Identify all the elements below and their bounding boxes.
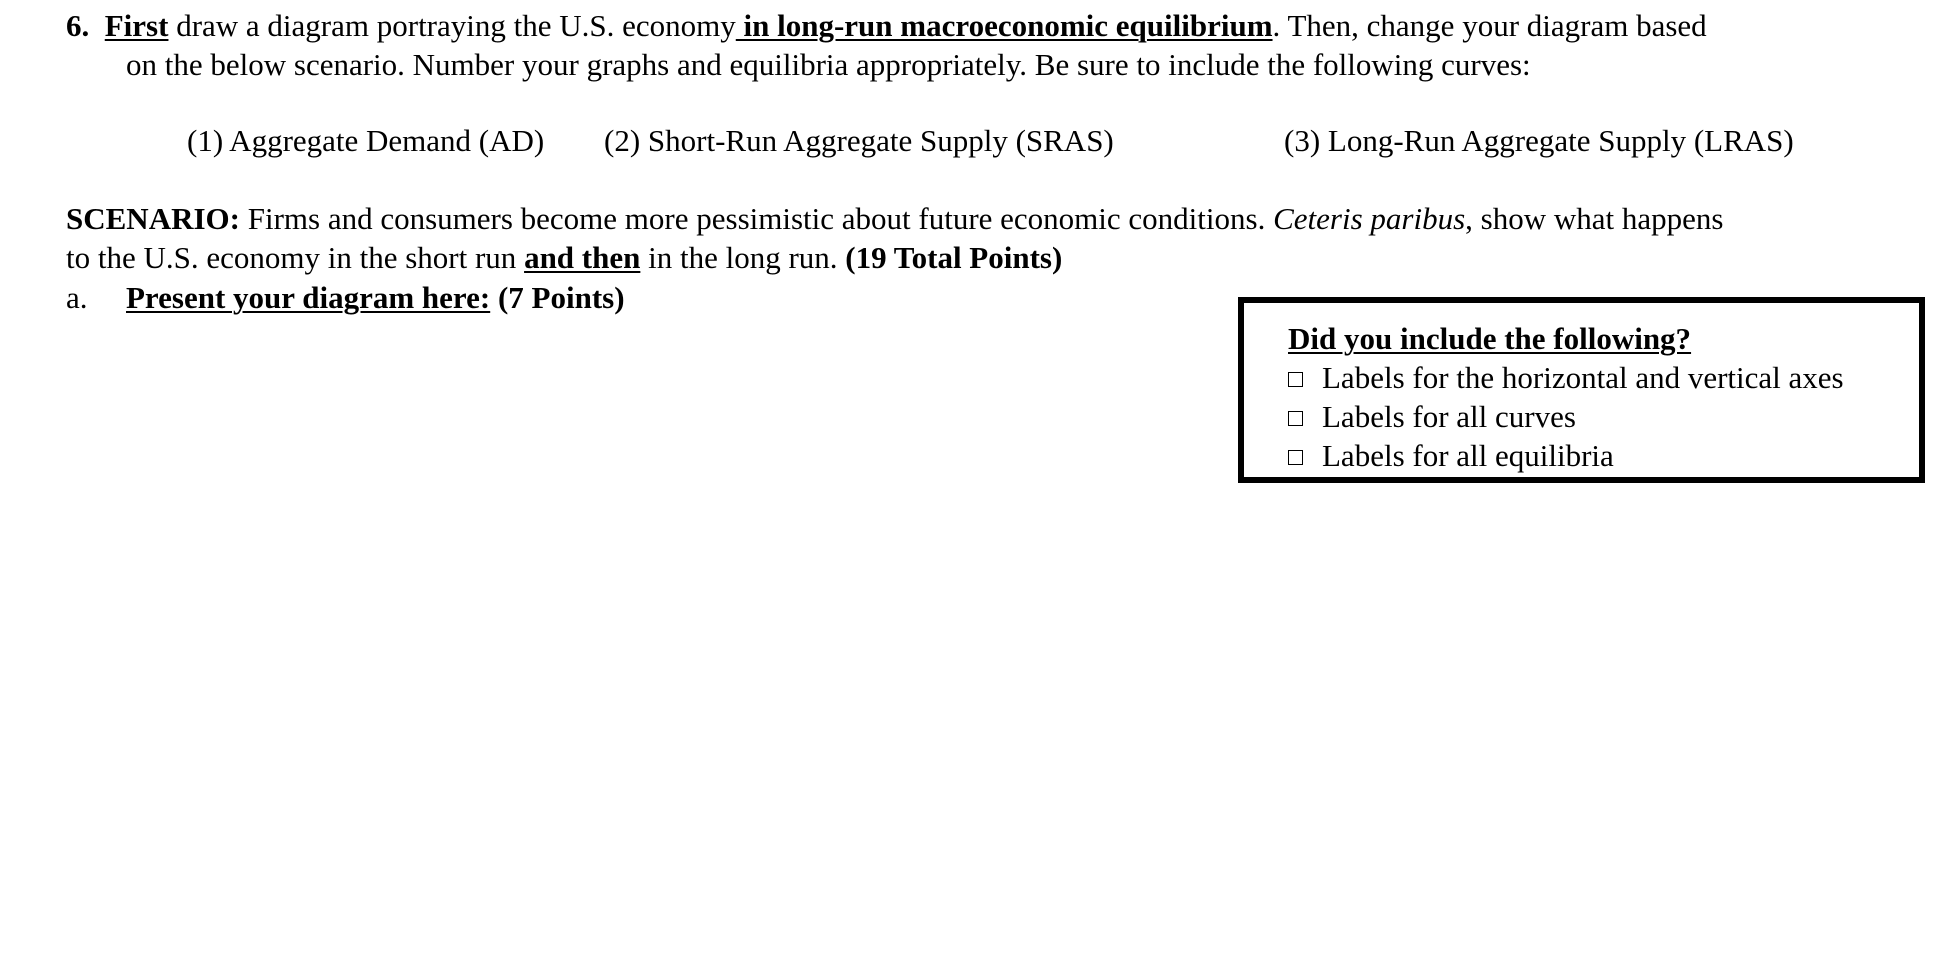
curve-long-run-aggregate-supply: (3) Long-Run Aggregate Supply (LRAS) (1284, 123, 1794, 158)
curve-short-run-aggregate-supply: (2) Short-Run Aggregate Supply (SRAS) (604, 123, 1114, 158)
question-line-2: on the below scenario. Number your graphs and equilibria appropriately. Be sure to include the following curves: (126, 47, 1531, 82)
checklist-item-curves (1288, 397, 1576, 436)
question-text-a: draw a diagram portraying the U.S. economy (168, 8, 736, 43)
ceteris-paribus: Ceteris paribus (1273, 201, 1466, 236)
checklist-item-label: Labels for the horizontal and vertical axes (1322, 360, 1844, 395)
checklist-box (1238, 297, 1925, 483)
first-word: First (104, 8, 169, 43)
curves-list (0, 121, 1940, 160)
scenario-line-2 (66, 238, 1062, 277)
checklist-item-label: Labels for all equilibria (1322, 438, 1614, 473)
scenario-line2-b: in the long run. (640, 240, 846, 275)
checklist-item-label: Labels for all curves (1322, 399, 1576, 434)
part-a-points: (7 Points) (490, 280, 625, 315)
part-a-prompt (66, 278, 625, 317)
part-a-label: a. (66, 280, 88, 315)
question-text-b: . Then, change your diagram based (1272, 8, 1707, 43)
scenario-text-b: , show what happens (1465, 201, 1724, 236)
checkbox-icon (1288, 411, 1303, 426)
checkbox-icon (1288, 372, 1303, 387)
question-line-1 (66, 6, 1707, 45)
scenario-line2-a: to the U.S. economy in the short run (66, 240, 525, 275)
scenario-line-1 (66, 199, 1723, 238)
curve-aggregate-demand: (1) Aggregate Demand (AD) (187, 123, 545, 158)
scenario-label: SCENARIO: (66, 201, 240, 236)
checklist-title: Did you include the following? (1288, 321, 1692, 356)
long-run-equilibrium-emphasis: in long-run macroeconomic equilibrium (735, 8, 1273, 43)
present-diagram-prompt: Present your diagram here: (126, 280, 491, 315)
total-points: (19 Total Points) (845, 240, 1063, 275)
checklist-item-equilibria (1288, 436, 1614, 475)
checklist-item-axes (1288, 358, 1844, 397)
and-then-emphasis: and then (524, 240, 641, 275)
scenario-text-a: Firms and consumers become more pessimistic about future economic conditions. (239, 201, 1274, 236)
question-number: 6. (66, 8, 90, 43)
checkbox-icon (1288, 450, 1303, 465)
